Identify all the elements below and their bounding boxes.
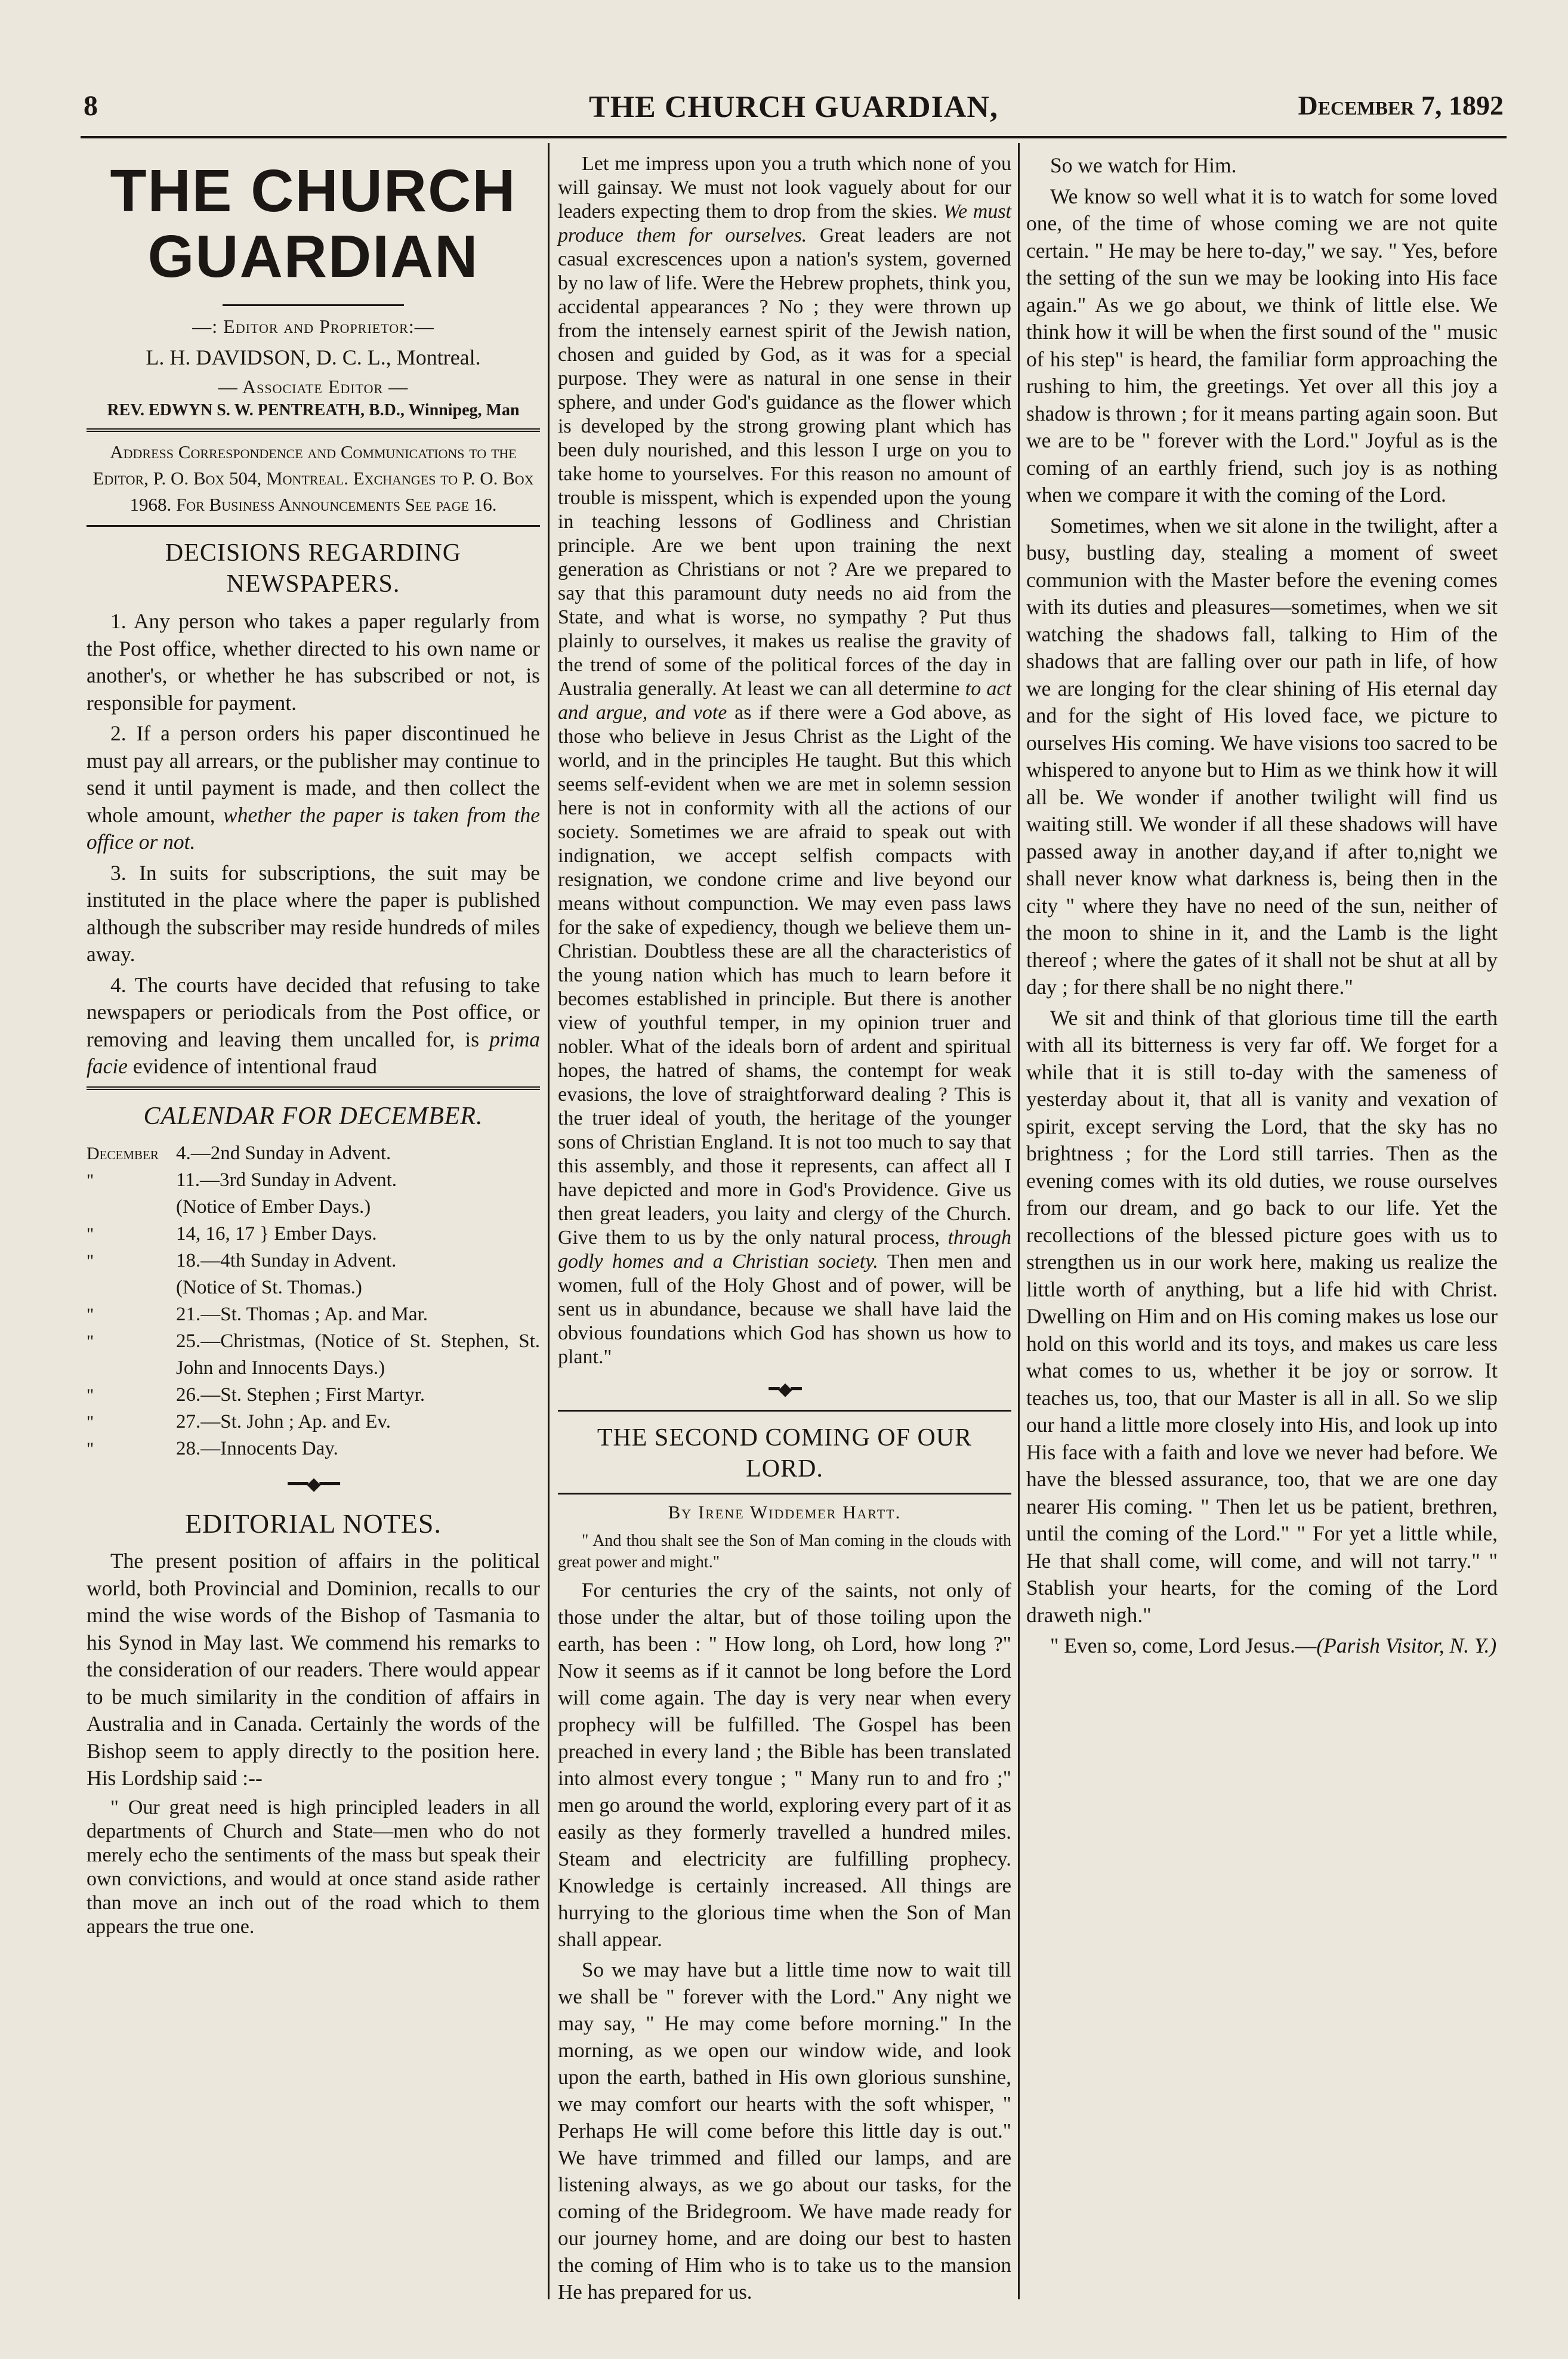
article-paragraph-5: Sometimes, when we sit alone in the twilight, after a busy, bustling day, stealing a moment of sweet communion with the Master before the evening comes with its duties and pleasures—sometimes, when we sit watching the shadows fall, talking to Him of the shadows that are falling over our path in life, of how we are longing for the clear shining of His eternal day and for the sight of His loved face, we picture to ourselves His coming. We have visions too sacred to be whispered to anyone but to Him as we think how it will all be. We wonder if another twilight will find us waiting still. We wonder if all these shadows will have passed away in another day,and if after to,night we shall never know what darkness is, being then in the city " where they have no need of the sun, neither of the moon to shine in it, and the Lamb is the light thereof ; where the gates of it shall not be shut at all by day ; for there shall be no night there." (1026, 513, 1498, 999)
column-3 (1026, 152, 1498, 1663)
column-rule-2 (1018, 143, 1020, 2299)
article-paragraph-2: So we may have but a little time now to wait till we shall be " forever with the Lord." Any night we may say, " He may come before morning." In the morning, as we open our window wide, and look upon the earth, bathed in His own glorious sunshine, we may comfort our hearts with the soft whisper, " Perhaps He will come before this little day is out." We have trimmed and filled our lamps, and are listening always, as we go about our tasks, for the coming of the Bridegroom. We have made ready for our journey home, and are doing our best to hasten the coming of Him who is to take us to the mansion He has prepared for us. (558, 1958, 1011, 2304)
column-2 (558, 152, 1011, 2309)
address-rule (87, 525, 540, 527)
decisions-heading: DECISIONS REGARDING NEWSPAPERS. (165, 539, 462, 598)
calendar-row: " 27.—St. John ; Ap. and Ev. (87, 1410, 391, 1432)
running-title: THE CHURCH GUARDIAN, (589, 90, 998, 124)
editorial-paragraph-2: " Our great need is high principled leaders in all departments of Church and State—men who do not merely echo the sentiments of the mass but speak their own convictions, and would at once stand aside rather than move an inch out of the road which to them appears the true one. (87, 1796, 540, 1938)
calendar-row: " 21.—St. Thomas ; Ap. and Mar. (87, 1303, 428, 1325)
editor-label: —: Editor and Proprietor:— (192, 316, 434, 337)
ornament-divider: ━━◆━━ (288, 1474, 339, 1494)
calendar-heading: CALENDAR FOR DECEMBER. (143, 1102, 483, 1130)
article-rule (558, 1410, 1011, 1412)
decision-4: 4. The courts have decided that refusing to take newspapers or periodicals from the Post office, or removing and leaving them uncalled for, is prima facie evidence of intentional fraud (87, 972, 540, 1078)
decision-2-italic: whether the paper is taken from the office or not. (87, 802, 541, 854)
editorial-paragraph-1: The present position of affairs in the political world, both Provincial and Dominion, recalls to our mind the wise words of the Bishop of Tasmania to his Synod in May last. We commend his remarks to the consideration of our readers. There would appear to be much similarity in the condition of affairs in Australia and in Canada. Certainly the words of the Bishop seem to apply directly to the position here. His Lordship said :-- (87, 1549, 540, 1790)
article-paragraph-6: We sit and think of that glorious time till the earth with all its bitterness is very far off. We forget for a while that it is still to-day with the sameness of yesterday about it, that all is vanity and vexation of spirit, except serving the Lord, that the sky has no brightness ; for the Lord still tarries. Then as the evening comes with its old duties, we rouse ourselves from our dream, and go back to our life. Yet the recollections of the blessed picture goes with us to strengthen us in our work here, making us realize the little worth of anything, but a life hid with Christ. Dwelling on Him and on His coming makes us lose our hold on this world and its toys, and makes us care less what comes to us, whether it be joy or sorrow. It teaches us, too, that our Master is all in all. So we slip our hand a little more closely into His, and look up into His face with a faith and love we never had before. We have the blessed assurance, too, that we are one day nearer His coming. " Then let us be patient, brethren, until the coming of the Lord." " For yet a little while, He that shall come, will come, and will not tarry." " Stablish your hearts, for the coming of the Lord draweth nigh." (1026, 1005, 1498, 1627)
calendar-row: " 18.—4th Sunday in Advent. (87, 1249, 397, 1271)
calendar-row: " 11.—3rd Sunday in Advent. (87, 1169, 397, 1191)
calendar-row: (Notice of St. Thomas.) (176, 1276, 362, 1298)
article-paragraph-1: For centuries the cry of the saints, not only of those under the altar, but of those toiling upon the earth, has been : " How long, oh Lord, how long ?" Now it seems as if it cannot be long before the Lord will come again. The day is very near when every prophecy will be fulfilled. The Gospel has been preached in every land ; the Bible has been translated into almost every tongue ; " Many run to and fro ;" men go around the world, exploring every part of it as easily as they formerly travelled a hundred miles. Steam and electricity are fulfilling prophecy. Knowledge is certainly increased. All things are hurrying to the glorious time when the Son of Man shall appear. (558, 1579, 1011, 1951)
decision-4-italic: prima facie (87, 1027, 540, 1078)
decisions-rule (87, 1086, 540, 1090)
ornament-divider: ━◆━ (768, 1379, 801, 1399)
article-closing: " Even so, come, Lord Jesus.—(Parish Visitor, N. Y.) (1050, 1634, 1497, 1657)
article-epigraph: " And thou shalt see the Son of Man coming in the clouds with great power and might." (558, 1532, 1011, 1571)
article-byline: By Irene Widdemer Hartt. (668, 1502, 902, 1523)
calendar-row: " 26.—St. Stephen ; First Martyr. (87, 1384, 425, 1406)
page-number: 8 (84, 90, 98, 122)
column-rule-1 (548, 143, 550, 2299)
decision-1: 1. Any person who takes a paper regularly from the Post office, whether directed to his own name or another's, or whether he has subscribed or not, is responsible for payment. (87, 609, 540, 715)
calendar-row: " 25.—Christmas, (Notice of St. Stephen, St. John and Innocents Days.) (87, 1330, 540, 1379)
associate-label: — Associate Editor — (218, 376, 409, 397)
editor-name: L. H. DAVIDSON, D. C. L., Montreal. (146, 345, 481, 369)
column-1 (87, 152, 540, 1943)
address-notice: Address Correspondence and Communications to the Editor, P. O. Box 504, Montreal. Exchanges to P. O. Box 1968. For Business Announcements See page 16. (92, 441, 534, 515)
masthead-double-rule (87, 428, 540, 432)
article-source: (Parish Visitor, N. Y.) (1316, 1634, 1497, 1657)
issue-date: December 7, 1892 (1298, 90, 1504, 121)
article-rule (558, 1493, 1011, 1495)
associate-name: REV. EDWYN S. W. PENTREATH, B.D., Winnipeg, Man (107, 401, 520, 419)
editorial-paragraph-3: Let me impress upon you a truth which none of you will gainsay. We must not look vaguely about for our leaders expecting them to drop from the skies. We must produce them for ourselves. Great leaders are not casual excrescences upon a nation's system, governed by no law of life. Were the Hebrew prophets, think you, accidental appearances ? No ; they were thrown up from the intensely earnest spirit of the Jewish nation, chosen and guided by God, as it was for a special purpose. They were as natural in one sense in their sphere, and under God's guidance as the flower which is developed by the strong growing plant which has been duly nourished, and this lesson I urge on you to take home to yourselves. For this reason no amount of trouble is misspent, which is expended upon the young in teaching lessons of Godliness and Christian principle. Are we bent upon training the next generation as Christians or not ? Are we prepared to say that this paramount duty needs no aid from the State, and what is worse, no sympathy ? Put thus plainly to ourselves, it makes us realise the gravity of the trend of some of the political forces of the day in Australia generally. At least we can all determine to act and argue, and vote as if there were a God above, as those who believe in Jesus Christ as the Light of the world, and in the principles He taught. But this which seems self-evident when we are met in solemn session here is not in conformity with all the actions of our society. Sometimes we are afraid to speak out with indignation, we accept selfish compacts with resignation, we condone crime and live beyond our means without compunction. We may even pass laws for the sake of expediency, though we believe them un-Christian. Doubtless these are all the characteristics of the young nation which has much to learn before it becomes established in principle. But there is another view of youthful temper, in my opinion truer and nobler. What of the ideals born of ardent and spiritual hopes, the hatred of shams, the contempt for weak evasions, the love of straightforward dealing ? This is the truer ideal of youth, the heritage of the younger sons of Christian England. It is not too much to say that this assembly, and those it represents, can affect all I have depicted and more in God's Providence. Give us then great leaders, you laity and clergy of the Church. Give them to us by the only natural process, through godly homes and a Christian society. Then men and women, full of the Holy Ghost and of power, will be sent us in abundance, because we shall have laid the obvious foundations which God has shown us how to plant." (558, 153, 1012, 1368)
decision-3: 3. In suits for subscriptions, the suit may be instituted in the place where the paper is published although the subscriber may reside hundreds of miles away. (87, 860, 540, 966)
article-paragraph-3: So we watch for Him. (1050, 153, 1237, 177)
masthead-title: THE CHURCH GUARDIAN (110, 158, 517, 290)
decision-2: 2. If a person orders his paper discontinued he must pay all arrears, or the publisher may continue to send it until payment is made, and then collect the whole amount, whether the paper is taken from the office or not. (87, 721, 541, 854)
article-heading: THE SECOND COMING OF OUR LORD. (597, 1424, 973, 1483)
editorial-heading: EDITORIAL NOTES. (185, 1508, 442, 1539)
calendar-row: (Notice of Ember Days.) (176, 1196, 371, 1218)
calendar-row: " 28.—Innocents Day. (87, 1437, 338, 1459)
calendar-table (87, 1140, 540, 1462)
calendar-row: December 4.—2nd Sunday in Advent. (87, 1142, 391, 1164)
header-rule (81, 136, 1507, 138)
page-header (84, 89, 1504, 131)
calendar-row: " 14, 16, 17 } Ember Days. (87, 1222, 377, 1245)
article-paragraph-4: We know so well what it is to watch for some loved one, of the time of whose coming we are not quite certain. " He may be here to-day," we say. " Yes, before the setting of the sun we may be looking into His face again." As we go about, we think of little else. We think how it will be when the first sound of the " music of his step" is heard, the familiar form approaching the rushing to him, the greetings. Yet over all this joy a shadow is thrown ; for it means parting again soon. But we are to be " forever with the Lord." Joyful as is the coming of an earthly friend, such joy is as nothing when we compare it with the coming of the Lord. (1026, 184, 1498, 507)
masthead-rule (223, 304, 404, 306)
